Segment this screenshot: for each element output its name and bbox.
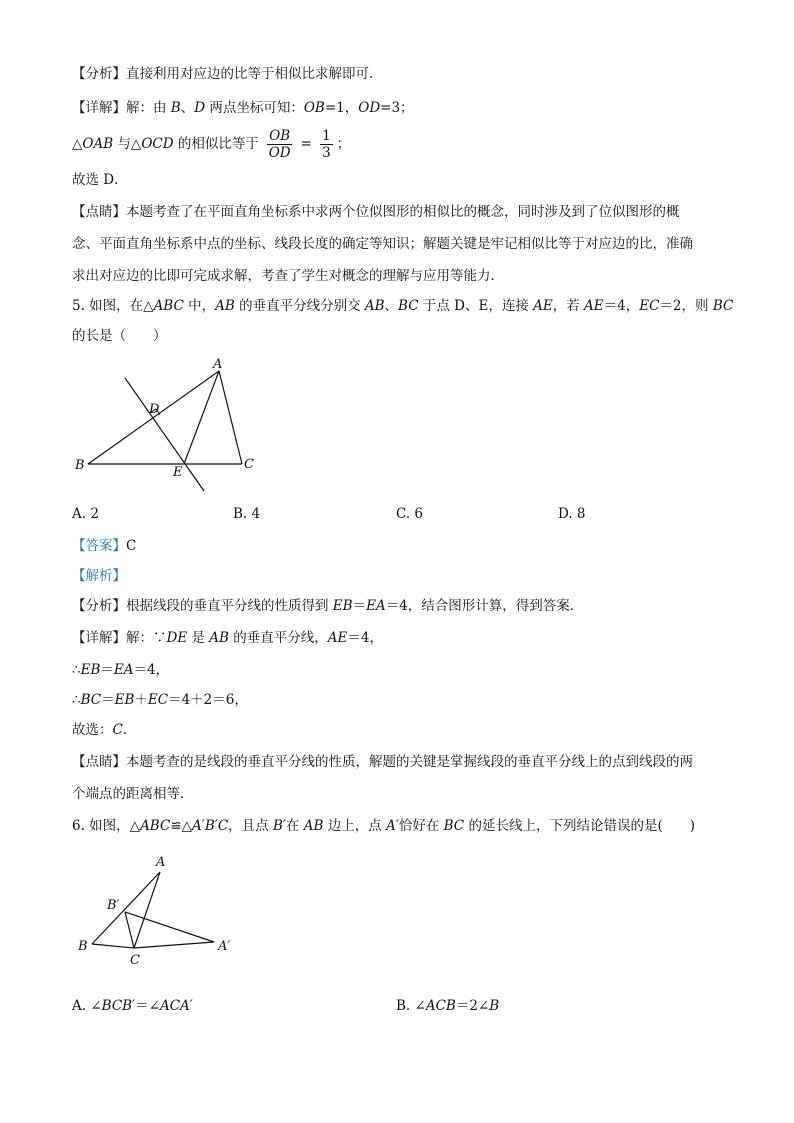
q5-answer: 【答案】C <box>72 538 137 554</box>
label-A-prime: A′ <box>218 939 231 954</box>
comment-line-3: 求出对应边的比即可完成求解，考查了学生对概念的理解与应用等能力． <box>72 268 504 284</box>
q5-tip-line-2: 个端点的距离相等． <box>72 786 194 802</box>
q5-option-d: D. 8 <box>558 506 586 522</box>
label-B: B <box>75 458 85 473</box>
q5-detail-line-4: 故选：C． <box>72 722 137 738</box>
q5-option-b: B. 4 <box>233 506 261 522</box>
q5-detail-line-3: ∴BC＝EB＋EC＝4＋2＝6， <box>72 692 248 708</box>
q5-option-c: C. 6 <box>396 506 424 522</box>
label-B: B <box>78 939 88 954</box>
label-C: C <box>244 457 254 472</box>
comment-line-1: 【点睛】本题考查了在平面直角坐标系中求两个位似图形的相似比的概念，同时涉及到了位似图形的概 <box>72 204 680 220</box>
fraction-ob-od: $\frac{OB}{OD}$ <box>268 128 291 161</box>
q5-analysis-heading: 【解析】 <box>72 568 126 584</box>
q5-stem-line-1: 5. 如图，在△ABC 中，AB 的垂直平分线分别交 AB、BC 于点 D、E，连接 AE，若 AE＝4，EC＝2，则 BC <box>72 298 734 314</box>
q5-option-a: A. 2 <box>72 506 99 522</box>
fraction-one-third: $\frac{1}{3}$ <box>322 128 331 161</box>
detail-line: 【详解】解：由 B、D 两点坐标可知：OB=1，OD=3； <box>72 100 414 116</box>
q5-stem-line-2: 的长是（ ） <box>72 328 167 344</box>
q5-detail-line-2: ∴EB＝EA＝4， <box>72 662 170 678</box>
q5-tip-line-1: 【点睛】本题考查的是线段的垂直平分线的性质，解题的关键是掌握线段的垂直平分线上的点到线段的两 <box>72 754 693 770</box>
q5-analysis: 【分析】根据线段的垂直平分线的性质得到 EB＝EA＝4，结合图形计算，得到答案． <box>72 598 584 614</box>
label-A: A <box>213 357 223 372</box>
q6-option-b: B. ∠ACB＝2∠B <box>396 998 500 1014</box>
label-A: A <box>156 855 166 870</box>
choice-line: 故选 D． <box>72 172 128 188</box>
q5-detail-line-1: 【详解】解：∵DE 是 AB 的垂直平分线，AE＝4， <box>72 630 383 646</box>
label-C: C <box>130 953 140 968</box>
label-E: E <box>173 465 183 480</box>
label-B-prime: B′ <box>107 898 120 913</box>
q6-stem: 6. 如图，△ABC≌△A′B′C，且点 B′在 AB 边上，点 A′恰好在 BC 的延长线上，下列结论错误的是( ) <box>72 818 695 834</box>
comment-line-2: 念、平面直角坐标系中点的坐标、线段长度的确定等知识；解题关键是牢记相似比等于对应边的比，准确 <box>72 236 693 252</box>
q6-option-a: A. ∠BCB′＝∠ACA′ <box>72 998 193 1014</box>
label-D: D <box>149 402 160 417</box>
ratio-line: △OAB 与△OCD 的相似比等于 $\frac{OB}{OD}$ = $\frac{1}{3}$ ； <box>72 128 351 161</box>
analysis-line: 【分析】直接利用对应边的比等于相似比求解即可． <box>72 66 383 82</box>
